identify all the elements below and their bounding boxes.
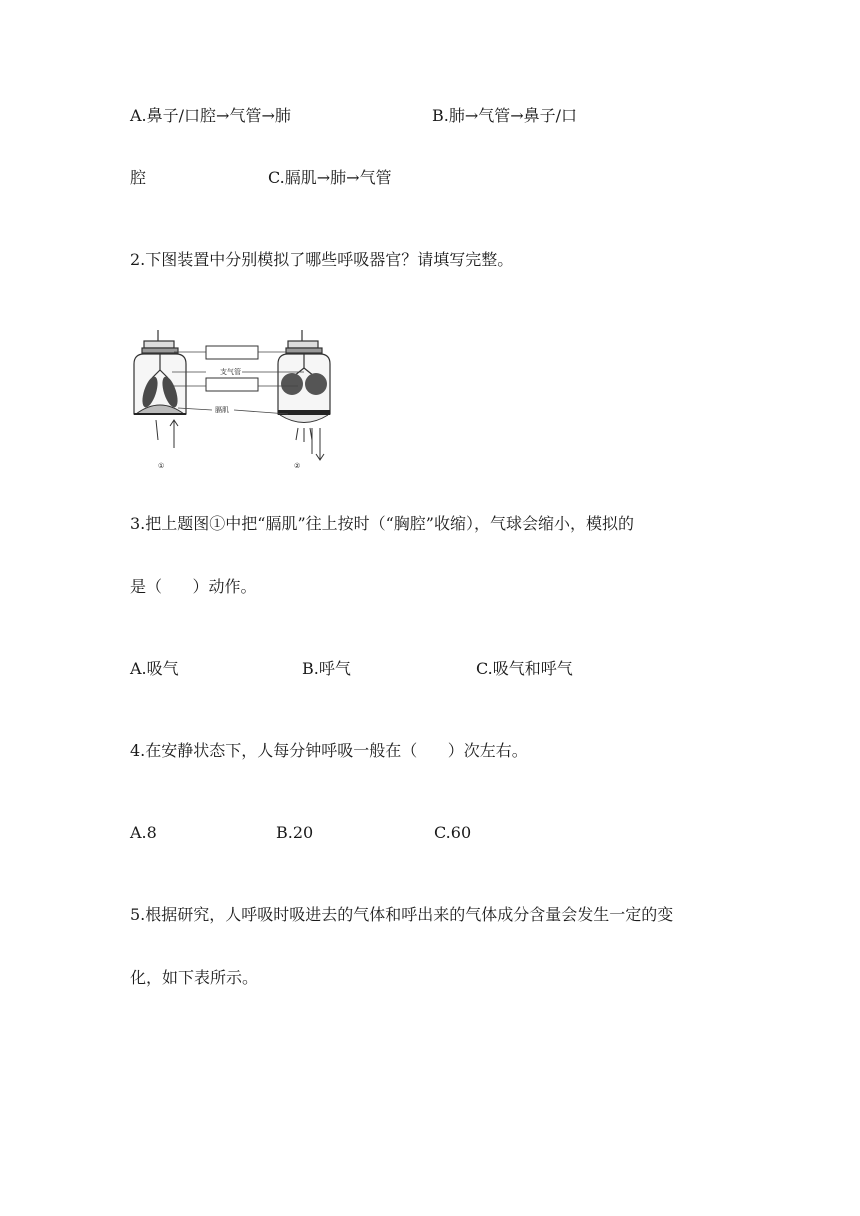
balloon-lung-right-2 xyxy=(305,373,327,395)
q5-stem-line2: 化，如下表所示。 xyxy=(130,968,259,987)
q1-option-b-continued: 腔 xyxy=(130,168,147,187)
q4-option-b: B.20 xyxy=(276,823,314,842)
q3-stem-line1: 3.把上题图①中把“膈肌”往上按时（“胸腔”收缩），气球会缩小，模拟的 xyxy=(130,514,634,533)
q3-option-b: B.呼气 xyxy=(302,659,351,678)
diaphragm-membrane-2 xyxy=(278,410,330,415)
q1-option-a: A.鼻子/口腔→气管→肺 xyxy=(130,106,291,125)
label-diaphragm: 膈肌 xyxy=(215,406,229,414)
label-bronchus: 支气管 xyxy=(220,368,241,376)
q5-stem-line1: 5.根据研究，人呼吸时吸进去的气体和呼出来的气体成分含量会发生一定的变 xyxy=(130,905,674,924)
balloon-lung-left-2 xyxy=(281,373,303,395)
label-figure-1: ① xyxy=(158,462,165,470)
answer-box-top xyxy=(206,346,258,359)
label-figure-2: ② xyxy=(294,462,301,470)
q4-stem: 4.在安静状态下，人每分钟呼吸一般在（ ）次左右。 xyxy=(130,741,528,760)
q1-option-b: B.肺→气管→鼻子/口 xyxy=(432,106,578,125)
q1-option-c: C.膈肌→肺→气管 xyxy=(268,168,392,187)
arrow-down-2 xyxy=(316,428,324,460)
q2-stem: 2.下图装置中分别模拟了哪些呼吸器官？请填写完整。 xyxy=(130,250,514,269)
q4-option-a: A.8 xyxy=(130,823,157,842)
q3-stem-line2: 是（ ）动作。 xyxy=(130,577,257,596)
q4-option-c: C.60 xyxy=(434,823,472,842)
q3-option-c: C.吸气和呼气 xyxy=(476,659,573,678)
respiratory-model-diagram xyxy=(128,328,334,474)
answer-box-middle xyxy=(206,378,258,391)
q3-option-a: A.吸气 xyxy=(130,659,179,678)
